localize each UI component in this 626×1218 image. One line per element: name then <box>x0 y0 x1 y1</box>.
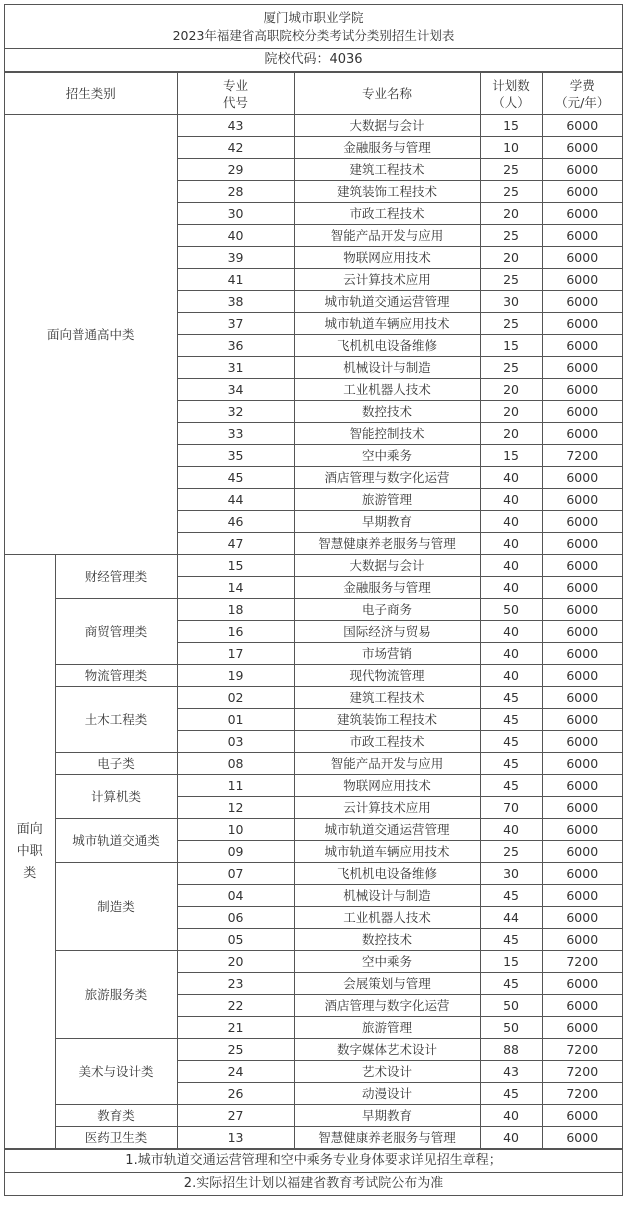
plan-count: 45 <box>480 753 542 775</box>
plan-count: 15 <box>480 335 542 357</box>
major-code: 38 <box>177 291 294 313</box>
header-fee-line2: （元/年） <box>555 94 610 110</box>
plan-count: 50 <box>480 599 542 621</box>
tuition-fee: 6000 <box>542 313 622 335</box>
tuition-fee: 6000 <box>542 665 622 687</box>
plan-count: 20 <box>480 379 542 401</box>
table-header-row <box>5 73 622 115</box>
plan-count: 30 <box>480 863 542 885</box>
table-row <box>5 819 622 841</box>
major-name: 早期教育 <box>294 1105 480 1127</box>
major-name: 旅游管理 <box>294 489 480 511</box>
header-fee-line1: 学费 <box>569 77 595 93</box>
table-row <box>5 687 622 709</box>
major-name: 数控技术 <box>294 401 480 423</box>
major-code: 08 <box>177 753 294 775</box>
tuition-fee: 6000 <box>542 533 622 555</box>
tuition-fee: 6000 <box>542 731 622 753</box>
header-code-line2: 代号 <box>223 94 249 110</box>
major-code: 05 <box>177 929 294 951</box>
major-code: 45 <box>177 467 294 489</box>
plan-count: 40 <box>480 1127 542 1149</box>
major-name: 酒店管理与数字化运营 <box>294 995 480 1017</box>
plan-count: 88 <box>480 1039 542 1061</box>
plan-count: 15 <box>480 115 542 137</box>
category-line: 中职 <box>16 843 43 859</box>
major-name: 旅游管理 <box>294 1017 480 1039</box>
plan-count: 45 <box>480 709 542 731</box>
plan-count: 40 <box>480 621 542 643</box>
major-code: 22 <box>177 995 294 1017</box>
header-code <box>177 73 294 115</box>
major-code: 19 <box>177 665 294 687</box>
major-code: 18 <box>177 599 294 621</box>
tuition-fee: 6000 <box>542 599 622 621</box>
major-code: 24 <box>177 1061 294 1083</box>
major-name: 大数据与会计 <box>294 555 480 577</box>
subcategory-cell: 商贸管理类 <box>55 599 177 665</box>
major-code: 27 <box>177 1105 294 1127</box>
plan-count: 50 <box>480 995 542 1017</box>
major-code: 37 <box>177 313 294 335</box>
table-row <box>5 1127 622 1149</box>
major-code: 28 <box>177 181 294 203</box>
tuition-fee: 6000 <box>542 1017 622 1039</box>
major-name: 金融服务与管理 <box>294 577 480 599</box>
major-name: 机械设计与制造 <box>294 885 480 907</box>
plan-count: 25 <box>480 841 542 863</box>
major-code: 07 <box>177 863 294 885</box>
tuition-fee: 6000 <box>542 401 622 423</box>
major-code: 35 <box>177 445 294 467</box>
subcategory-cell: 教育类 <box>55 1105 177 1127</box>
tuition-fee: 6000 <box>542 467 622 489</box>
tuition-fee: 6000 <box>542 687 622 709</box>
major-code: 34 <box>177 379 294 401</box>
major-name: 智能产品开发与应用 <box>294 225 480 247</box>
category-cell: 面向普通高中类 <box>5 115 177 555</box>
major-code: 47 <box>177 533 294 555</box>
subcategory-cell: 城市轨道交通类 <box>55 819 177 863</box>
header-plan-line2: （人） <box>492 94 530 110</box>
major-name: 金融服务与管理 <box>294 137 480 159</box>
major-code: 31 <box>177 357 294 379</box>
major-name: 飞机机电设备维修 <box>294 863 480 885</box>
plan-count: 45 <box>480 929 542 951</box>
plan-count: 15 <box>480 951 542 973</box>
plan-title: 2023年福建省高职院校分类考试分类别招生计划表 <box>172 28 455 43</box>
table-row <box>5 775 622 797</box>
major-name: 物联网应用技术 <box>294 247 480 269</box>
plan-count: 40 <box>480 489 542 511</box>
plan-count: 20 <box>480 247 542 269</box>
major-name: 建筑装饰工程技术 <box>294 181 480 203</box>
major-code: 39 <box>177 247 294 269</box>
table-row <box>5 863 622 885</box>
major-code: 20 <box>177 951 294 973</box>
plan-count: 45 <box>480 1083 542 1105</box>
major-name: 空中乘务 <box>294 951 480 973</box>
plan-count: 30 <box>480 291 542 313</box>
header-category: 招生类别 <box>5 73 177 115</box>
major-code: 44 <box>177 489 294 511</box>
table-row <box>5 1039 622 1061</box>
tuition-fee: 6000 <box>542 973 622 995</box>
plan-count: 15 <box>480 445 542 467</box>
major-code: 40 <box>177 225 294 247</box>
tuition-fee: 6000 <box>542 335 622 357</box>
major-name: 建筑工程技术 <box>294 159 480 181</box>
major-name: 工业机器人技术 <box>294 907 480 929</box>
tuition-fee: 6000 <box>542 753 622 775</box>
tuition-fee: 6000 <box>542 1127 622 1149</box>
tuition-fee: 7200 <box>542 1061 622 1083</box>
category-line: 类 <box>23 865 37 881</box>
tuition-fee: 6000 <box>542 775 622 797</box>
tuition-fee: 6000 <box>542 577 622 599</box>
major-code: 26 <box>177 1083 294 1105</box>
major-name: 智慧健康养老服务与管理 <box>294 1127 480 1149</box>
tuition-fee: 6000 <box>542 863 622 885</box>
plan-count: 70 <box>480 797 542 819</box>
tuition-fee: 7200 <box>542 1083 622 1105</box>
major-code: 11 <box>177 775 294 797</box>
plan-count: 25 <box>480 159 542 181</box>
plan-count: 40 <box>480 577 542 599</box>
tuition-fee: 7200 <box>542 951 622 973</box>
major-code: 42 <box>177 137 294 159</box>
major-code: 46 <box>177 511 294 533</box>
major-code: 16 <box>177 621 294 643</box>
tuition-fee: 6000 <box>542 709 622 731</box>
major-name: 建筑装饰工程技术 <box>294 709 480 731</box>
plan-count: 45 <box>480 731 542 753</box>
tuition-fee: 6000 <box>542 225 622 247</box>
plan-count: 25 <box>480 313 542 335</box>
major-code: 15 <box>177 555 294 577</box>
major-name: 城市轨道车辆应用技术 <box>294 313 480 335</box>
subcategory-cell: 物流管理类 <box>55 665 177 687</box>
major-code: 23 <box>177 973 294 995</box>
major-name: 飞机机电设备维修 <box>294 335 480 357</box>
major-name: 大数据与会计 <box>294 115 480 137</box>
table-row <box>5 115 622 137</box>
tuition-fee: 6000 <box>542 137 622 159</box>
header-plan-line1: 计划数 <box>492 77 530 93</box>
plan-count: 25 <box>480 269 542 291</box>
tuition-fee: 7200 <box>542 1039 622 1061</box>
plan-count: 40 <box>480 533 542 555</box>
major-name: 市政工程技术 <box>294 203 480 225</box>
plan-count: 40 <box>480 1105 542 1127</box>
tuition-fee: 6000 <box>542 247 622 269</box>
enrollment-table <box>5 72 622 1149</box>
tuition-fee: 6000 <box>542 357 622 379</box>
tuition-fee: 6000 <box>542 555 622 577</box>
plan-count: 20 <box>480 203 542 225</box>
tuition-fee: 6000 <box>542 269 622 291</box>
plan-count: 45 <box>480 885 542 907</box>
plan-count: 45 <box>480 687 542 709</box>
major-code: 12 <box>177 797 294 819</box>
major-code: 14 <box>177 577 294 599</box>
subcategory-cell: 财经管理类 <box>55 555 177 599</box>
tuition-fee: 6000 <box>542 929 622 951</box>
enrollment-plan-sheet <box>4 4 623 1196</box>
tuition-fee: 6000 <box>542 203 622 225</box>
major-code: 32 <box>177 401 294 423</box>
major-name: 城市轨道交通运营管理 <box>294 819 480 841</box>
major-code: 36 <box>177 335 294 357</box>
plan-count: 25 <box>480 357 542 379</box>
table-row <box>5 599 622 621</box>
major-name: 城市轨道交通运营管理 <box>294 291 480 313</box>
tuition-fee: 6000 <box>542 643 622 665</box>
school-code: 院校代码：4036 <box>5 49 622 72</box>
tuition-fee: 6000 <box>542 841 622 863</box>
header-code-line1: 专业 <box>223 77 249 93</box>
major-code: 41 <box>177 269 294 291</box>
header-plan <box>480 73 542 115</box>
major-name: 智能控制技术 <box>294 423 480 445</box>
tuition-fee: 6000 <box>542 621 622 643</box>
major-code: 30 <box>177 203 294 225</box>
subcategory-cell: 旅游服务类 <box>55 951 177 1039</box>
major-code: 43 <box>177 115 294 137</box>
major-code: 10 <box>177 819 294 841</box>
plan-count: 40 <box>480 467 542 489</box>
plan-count: 40 <box>480 665 542 687</box>
major-code: 21 <box>177 1017 294 1039</box>
plan-count: 10 <box>480 137 542 159</box>
plan-count: 43 <box>480 1061 542 1083</box>
major-name: 酒店管理与数字化运营 <box>294 467 480 489</box>
tuition-fee: 7200 <box>542 445 622 467</box>
tuition-fee: 6000 <box>542 907 622 929</box>
plan-count: 44 <box>480 907 542 929</box>
major-name: 艺术设计 <box>294 1061 480 1083</box>
major-name: 空中乘务 <box>294 445 480 467</box>
category-line: 面向 <box>16 821 43 837</box>
major-name: 云计算技术应用 <box>294 797 480 819</box>
subcategory-cell: 土木工程类 <box>55 687 177 753</box>
major-name: 智能产品开发与应用 <box>294 753 480 775</box>
tuition-fee: 6000 <box>542 1105 622 1127</box>
major-code: 02 <box>177 687 294 709</box>
major-code: 03 <box>177 731 294 753</box>
plan-count: 40 <box>480 643 542 665</box>
tuition-fee: 6000 <box>542 115 622 137</box>
major-code: 17 <box>177 643 294 665</box>
major-name: 市场营销 <box>294 643 480 665</box>
table-row <box>5 753 622 775</box>
major-name: 会展策划与管理 <box>294 973 480 995</box>
major-name: 国际经济与贸易 <box>294 621 480 643</box>
tuition-fee: 6000 <box>542 489 622 511</box>
subcategory-cell: 计算机类 <box>55 775 177 819</box>
header-name: 专业名称 <box>294 73 480 115</box>
subcategory-cell: 美术与设计类 <box>55 1039 177 1105</box>
tuition-fee: 6000 <box>542 159 622 181</box>
tuition-fee: 6000 <box>542 797 622 819</box>
major-code: 33 <box>177 423 294 445</box>
major-code: 09 <box>177 841 294 863</box>
tuition-fee: 6000 <box>542 423 622 445</box>
plan-count: 25 <box>480 225 542 247</box>
major-code: 29 <box>177 159 294 181</box>
subcategory-cell: 制造类 <box>55 863 177 951</box>
major-code: 01 <box>177 709 294 731</box>
plan-count: 50 <box>480 1017 542 1039</box>
notes <box>5 1149 622 1195</box>
school-name: 厦门城市职业学院 <box>263 10 364 25</box>
major-code: 04 <box>177 885 294 907</box>
major-name: 智慧健康养老服务与管理 <box>294 533 480 555</box>
enrollment-table-body <box>5 73 622 1149</box>
table-row <box>5 665 622 687</box>
table-row <box>5 951 622 973</box>
major-name: 市政工程技术 <box>294 731 480 753</box>
note-line: 1.城市轨道交通运营管理和空中乘务专业身体要求详见招生章程； <box>5 1149 622 1172</box>
major-name: 机械设计与制造 <box>294 357 480 379</box>
plan-count: 40 <box>480 511 542 533</box>
table-row <box>5 555 622 577</box>
major-name: 数字媒体艺术设计 <box>294 1039 480 1061</box>
major-name: 物联网应用技术 <box>294 775 480 797</box>
subcategory-cell: 电子类 <box>55 753 177 775</box>
plan-count: 45 <box>480 973 542 995</box>
major-name: 早期教育 <box>294 511 480 533</box>
plan-count: 40 <box>480 555 542 577</box>
plan-count: 25 <box>480 181 542 203</box>
plan-count: 45 <box>480 775 542 797</box>
tuition-fee: 6000 <box>542 819 622 841</box>
sheet-title <box>5 5 622 49</box>
major-name: 动漫设计 <box>294 1083 480 1105</box>
tuition-fee: 6000 <box>542 885 622 907</box>
note-line: 2.实际招生计划以福建省教育考试院公布为准 <box>5 1172 622 1195</box>
major-code: 13 <box>177 1127 294 1149</box>
subcategory-cell: 医药卫生类 <box>55 1127 177 1149</box>
table-row <box>5 1105 622 1127</box>
plan-count: 20 <box>480 401 542 423</box>
major-code: 25 <box>177 1039 294 1061</box>
header-fee <box>542 73 622 115</box>
major-name: 工业机器人技术 <box>294 379 480 401</box>
major-name: 城市轨道车辆应用技术 <box>294 841 480 863</box>
plan-count: 20 <box>480 423 542 445</box>
tuition-fee: 6000 <box>542 291 622 313</box>
tuition-fee: 6000 <box>542 511 622 533</box>
category-cell <box>5 555 55 1149</box>
major-name: 现代物流管理 <box>294 665 480 687</box>
tuition-fee: 6000 <box>542 379 622 401</box>
major-name: 云计算技术应用 <box>294 269 480 291</box>
major-name: 数控技术 <box>294 929 480 951</box>
tuition-fee: 6000 <box>542 995 622 1017</box>
plan-count: 40 <box>480 819 542 841</box>
major-code: 06 <box>177 907 294 929</box>
major-name: 电子商务 <box>294 599 480 621</box>
tuition-fee: 6000 <box>542 181 622 203</box>
major-name: 建筑工程技术 <box>294 687 480 709</box>
